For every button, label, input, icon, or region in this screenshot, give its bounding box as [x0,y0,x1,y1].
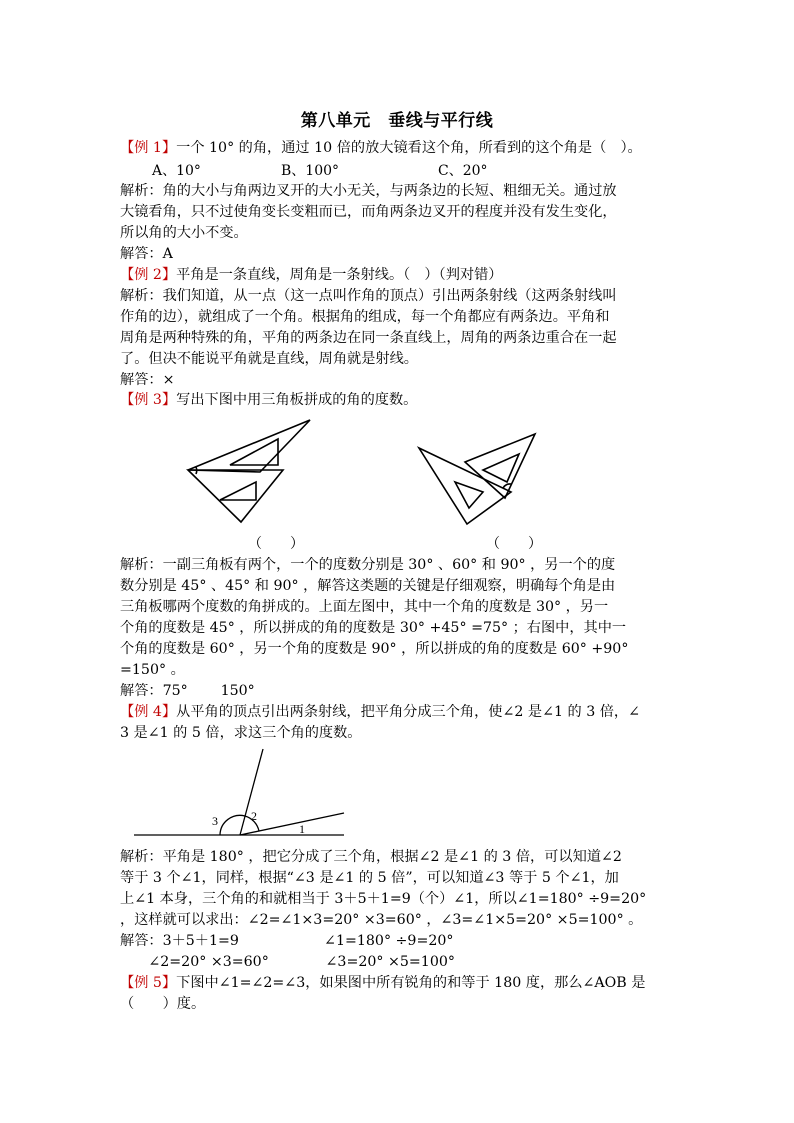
example-4-analysis-line: ，这样就可以求出：∠2=∠1×3=20° ×3=60° ，∠3=∠1×5=20° ×5=100° 。 [120,912,643,928]
example-3-answer: 解答：75° 150° [120,683,255,699]
left-answer-blank: （ ） [248,536,304,552]
example-3-analysis-line: 个角的度数是 45° ，所以拼成的角的度数是 30° +45° =75° ；右图中，其中一 [120,620,627,636]
left-set-square-figure [180,412,320,527]
example-4-answer-line: 解答：3＋5＋1=9 ∠1=180° ÷9=20° [120,933,454,949]
example-4-analysis-line: 上∠1 本身，三个角的和就相当于 3＋5＋1=9（个）∠1，所以∠1=180° ÷9=20° [120,891,647,907]
example-4-tag: 例 4 [134,704,162,720]
right-answer-blank: （ ） [486,536,542,552]
set-square-large-inner [455,482,483,508]
example-2-analysis-line: 周角是两种特殊的角，平角的两条边在同一条直线上，周角的两条边重合在一起 [120,330,617,346]
example-5-tag: 例 5 [134,975,162,991]
example-3-analysis-line: 数分别是 45° 、45° 和 90° ，解答这类题的关键是仔细观察，明确每个角是由 [120,578,616,594]
example-4-question: 【例 4】从平角的顶点引出两条射线，把平角分成三个角，使∠2 是∠1 的 3 倍，∠ [120,704,640,720]
example-5-question: 【例 5】下图中∠1=∠2=∠3，如果图中所有锐角的和等于 180 度，那么∠AOB 是 [120,975,646,991]
example-4-answer-line: ∠2=20° ×3=60° ∠3=20° ×5=100° [120,954,455,970]
option-c: C、20° [438,163,488,179]
example-3-analysis-line: 三角板哪两个度数的角拼成的。上面左图中，其中一个角的度数是 30° ，另一 [120,599,609,615]
example-1-analysis-line: 大镜看角，只不过使角变长变粗而已，而角两条边叉开的程度并没有发生变化， [120,204,617,220]
right-set-square-figure [415,432,540,527]
example-1-analysis-line: 所以角的大小不变。 [120,225,248,241]
straight-angle-figure [130,745,350,840]
example-1-answer: 解答：A [120,246,173,262]
example-2-analysis-line: 解析：我们知道，从一点（这一点叫作角的顶点）引出两条射线（这两条射线叫 [120,288,617,304]
page-title: 第八单元 垂线与平行线 [300,111,494,131]
angle-label-2: 2 [251,809,257,823]
example-4-analysis-line: 等于 3 个∠1，同样，根据“∠3 是∠1 的 5 倍”，可以知道∠3 等于 5 个∠1，加 [120,870,619,886]
example-3-analysis-line: 解析：一副三角板有两个，一个的度数分别是 30° 、60° 和 90° ，另一个的度 [120,557,616,573]
example-4-question-cont: 3 是∠1 的 5 倍，求这三个角的度数。 [120,725,362,741]
set-square-small [465,434,535,498]
example-5-question-cont: （ ）度。 [120,996,206,1012]
example-3-question: 【例 3】写出下图中用三角板拼成的角的度数。 [120,392,418,408]
example-2-question: 【例 2】平角是一条直线，周角是一条射线。（ ）（判对错） [120,267,503,283]
option-a: A、10° [152,163,201,179]
example-3-analysis-line: 个角的度数是 60° ，另一个角的度数是 90° ，所以拼成的角的度数是 60° +90° [120,641,629,657]
example-2-answer: 解答：× [120,372,175,388]
example-4-analysis-line: 解析：平角是 180° ，把它分成了三个角，根据∠2 是∠1 的 3 倍，可以知道∠2 [120,849,622,865]
example-3-tag: 例 3 [134,392,162,408]
example-1-question: 【例 1】一个 10° 的角，通过 10 倍的放大镜看这个角，所看到的这个角是（ ）。 [120,140,642,156]
example-2-analysis-line: 作角的边），就组成了一个角。根据角的组成，每一个角都应有两条边。平角和 [120,309,610,325]
example-1-analysis-line: 解析：角的大小与角两边叉开的大小无关，与两条边的长短、粗细无关。通过放 [120,183,617,199]
set-square-45 [188,470,283,522]
example-2-tag: 例 2 [134,267,162,283]
angle-label-1: 1 [299,822,305,836]
example-3-analysis-line: =150° 。 [120,662,185,678]
angle-label-3: 3 [212,814,218,828]
set-square-45-inner [220,482,256,500]
example-2-analysis-line: 了。但决不能说平角就是直线，周角就是射线。 [120,351,418,367]
angle-arc [196,467,197,474]
example-1-tag: 例 1 [134,140,162,156]
option-b: B、100° [281,163,340,179]
